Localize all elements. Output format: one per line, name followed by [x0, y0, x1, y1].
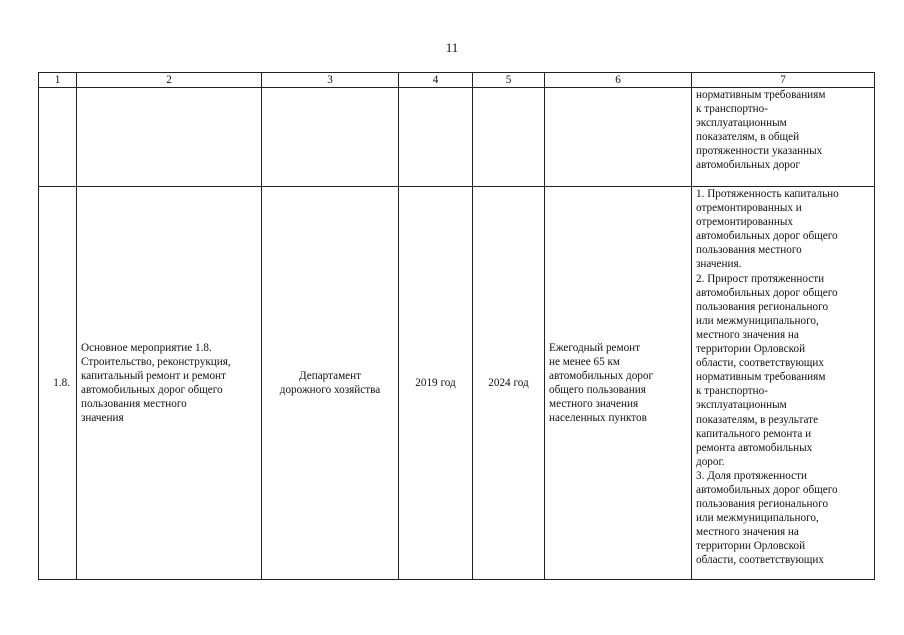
column-header-1: 1 [39, 73, 77, 88]
cell-empty [262, 88, 399, 187]
column-header-3: 3 [262, 73, 399, 88]
table-row-1-8 [39, 187, 875, 580]
page-number: 11 [445, 40, 459, 55]
cell-empty [77, 88, 262, 187]
row-number-cell: 1.8. [39, 187, 77, 580]
executor-cell: Департамент дорожного хозяйства [262, 187, 399, 580]
cell-empty [545, 88, 692, 187]
start-year-cell: 2019 год [399, 187, 473, 580]
column-header-5: 5 [473, 73, 545, 88]
indicators-cell: 1. Протяженность капитально отремонтированных и отремонтированных автомобильных дорог общего пользования местного значения. 2. Прирост протяженности автомобильных дорог общего пользования регионального или межмуниципального, местного значения на территории Орловской области, соответствующих нормативным требованиям к транспортно- эксплуатационным показателям, в результате капитального ремонта и ремонта автомобильных дорог. 3. Доля протяженности автомобильных дорог общего пользования регионального или межмуниципального, местного значения на территории Орловской области, соответствующих [692, 187, 875, 580]
column-header-4: 4 [399, 73, 473, 88]
cell-empty [399, 88, 473, 187]
end-year-cell: 2024 год [473, 187, 545, 580]
cell-empty [473, 88, 545, 187]
expected-result-cell: Ежегодный ремонт не менее 65 км автомобильных дорог общего пользования местного значения населенных пунктов [545, 187, 692, 580]
program-table [38, 72, 875, 580]
continuation-indicators-cell: нормативным требованиям к транспортно- эксплуатационным показателям, в общей протяженности указанных автомобильных дорог [692, 88, 875, 187]
column-header-6: 6 [545, 73, 692, 88]
event-name-cell: Основное мероприятие 1.8. Строительство, реконструкция, капитальный ремонт и ремонт автомобильных дорог общего пользования местного значения [77, 187, 262, 580]
continuation-row [39, 88, 875, 187]
column-header-2: 2 [77, 73, 262, 88]
column-header-7: 7 [692, 73, 875, 88]
cell-empty [39, 88, 77, 187]
column-number-row [39, 73, 875, 88]
